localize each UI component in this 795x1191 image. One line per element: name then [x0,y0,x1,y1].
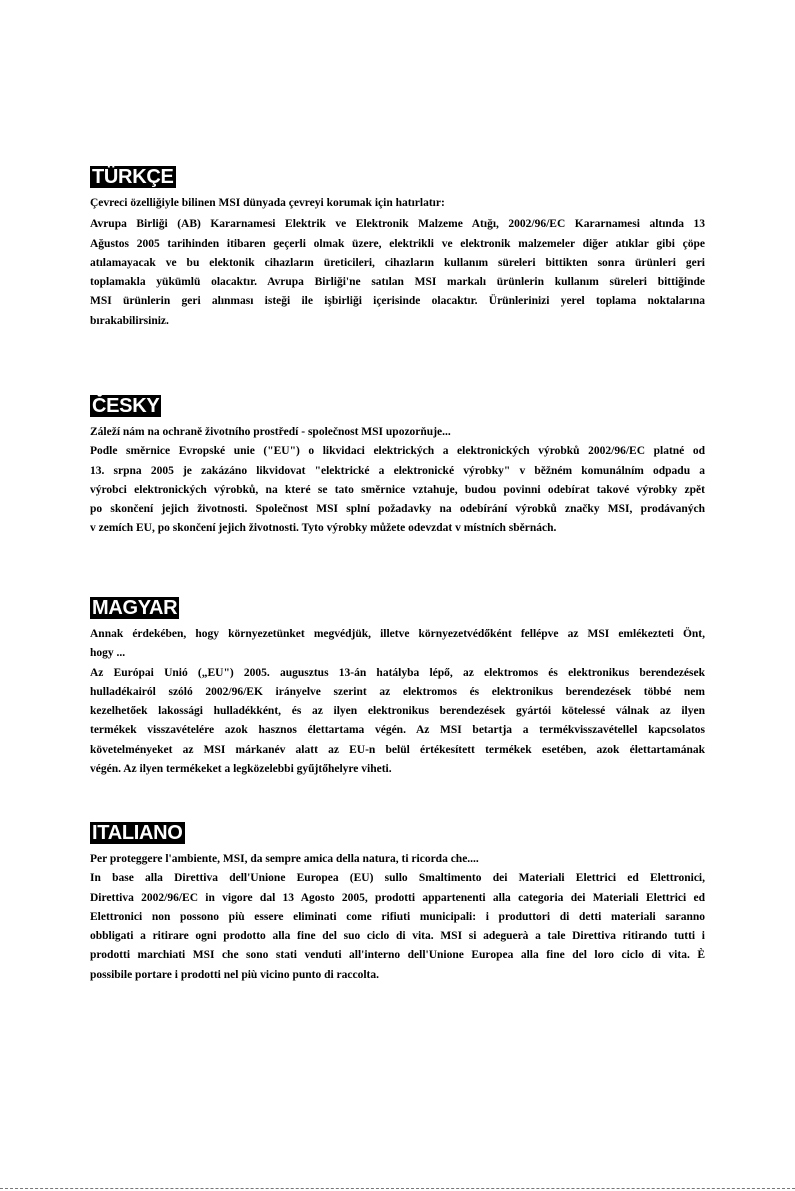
section-body [90,194,705,331]
section-heading: MAGYAR [92,597,178,619]
text-line: Avrupa Birliği (AB) Kararnamesi Elektrik ve Elektronik Malzeme Atığı, 2002/96/EC Kararnamesi altında 13 [90,218,705,231]
text-line: prodotti marchiati MSI che sono stati venduti all'interno dell'Unione Europea alla fine del loro ciclo di vita. È [90,949,705,962]
intro-line: Çevreci özelliğiyle bilinen MSI dünyada çevreyi korumak için hatırlatır: [90,197,445,209]
intro-line: Per proteggere l'ambiente, MSI, da sempre amica della natura, ti ricorda che.... [90,853,479,865]
text-line: In base alla Direttiva dell'Unione Europea (EU) sullo Smaltimento dei Materiali Elettrici ed Elettronici, [90,872,705,885]
section-cesky [90,395,705,539]
text-line: Direttiva 2002/96/EC in vigore dal 13 Agosto 2005, prodotti appartenenti alla categoria dei Materiali Elettrici ed [90,891,705,904]
text-line: MSI ürünlerin geri alınması isteği ile işbirliği içerisinde olacaktır. Ürünlerinizi yerel toplama noktalarına [90,295,705,308]
section-magyar [90,597,705,779]
section-italiano [90,822,705,985]
page-edge-divider [0,1188,795,1189]
intro-line: hogy ... [90,647,126,660]
section-body [90,850,705,985]
text-line: 13. srpna 2005 je zakázáno likvidovat "elektrické a elektronické výrobky" v běžném komunálním odpadu a [90,464,705,477]
section-body [90,625,705,779]
section-heading: ITALIANO [92,822,183,844]
section-turkce [90,166,705,331]
intro-line: Záleží nám na ochraně životního prostředí - společnost MSI upozorňuje... [90,426,451,438]
text-line: v zemích EU, po skončení jejich životnosti. Tyto výrobky můžete odevzdat v místních sběrnách. [90,522,557,535]
text-line: výrobci elektronických výrobků, na které se tato směrnice vztahuje, budou povinni odebírat takové výrobky zpět [90,483,705,496]
section-body [90,423,705,539]
text-line: termékek visszavételére azok hasznos élettartama végén. Az MSI betartja a termékvisszavétellel kapcsolatos [90,724,705,737]
section-heading: ČESKY [92,395,160,417]
text-line: atılamayacak ve bu elektonik cihazların üreticileri, cihazların kullanım süreleri bittikten sonra ürünleri geri [90,256,705,269]
text-line: Ağustos 2005 tarihinden itibaren geçerli olmak üzere, elektrikli ve elektronik malzemeler diğer atıklar gibi çöpe [90,237,705,250]
text-line: Elettronici non possono più essere eliminati come rifiuti municipali: i produttori di detti materiali saranno [90,910,705,923]
text-line: Podle směrnice Evropské unie ("EU") o likvidaci elektrických a elektronických výrobků 2002/96/EC platné od [90,445,705,458]
text-line: követelményeket az MSI márkanév alatt az EU-n belül értékesített termékek esetében, azok élettartamának [90,743,705,756]
text-line: obbligati a ritirare ogni prodotto alla fine del suo ciclo di vita. MSI si adeguerà a tale Direttiva ritirando tutti i [90,930,705,943]
text-line: végén. Az ilyen termékeket a legközelebbi gyűjtőhelyre viheti. [90,763,392,776]
text-line: po skončení jejich životnosti. Společnost MSI splní požadavky na odebírání výrobků značky MSI, prodávaných [90,503,705,516]
text-line: Az Európai Unió („EU") 2005. augusztus 13-án hatályba lépő, az elektromos és elektronikus berendezések [90,666,705,679]
text-line: hulladékairól szóló 2002/96/EK irányelve szerint az elektromos és elektronikus berendezések többé nem [90,685,705,698]
text-line: kezelhetőek lakossági hulladékként, és az ilyen elektronikus berendezések gyártói kötelessé válnak az ilyen [90,705,705,718]
text-line: toplamakla yükümlü olacaktır. Avrupa Birliği'ne satılan MSI markalı ürünlerin kullanım süreleri bittiğinde [90,276,705,289]
intro-line: Annak érdekében, hogy környezetünket megvédjük, illetve környezetvédőként fellépve az MSI emlékezteti Önt, [90,628,705,640]
section-heading: TÜRKÇE [92,166,174,188]
text-line: possibile portare i prodotti nel più vicino punto di raccolta. [90,968,380,981]
text-line: bırakabilirsiniz. [90,314,169,327]
